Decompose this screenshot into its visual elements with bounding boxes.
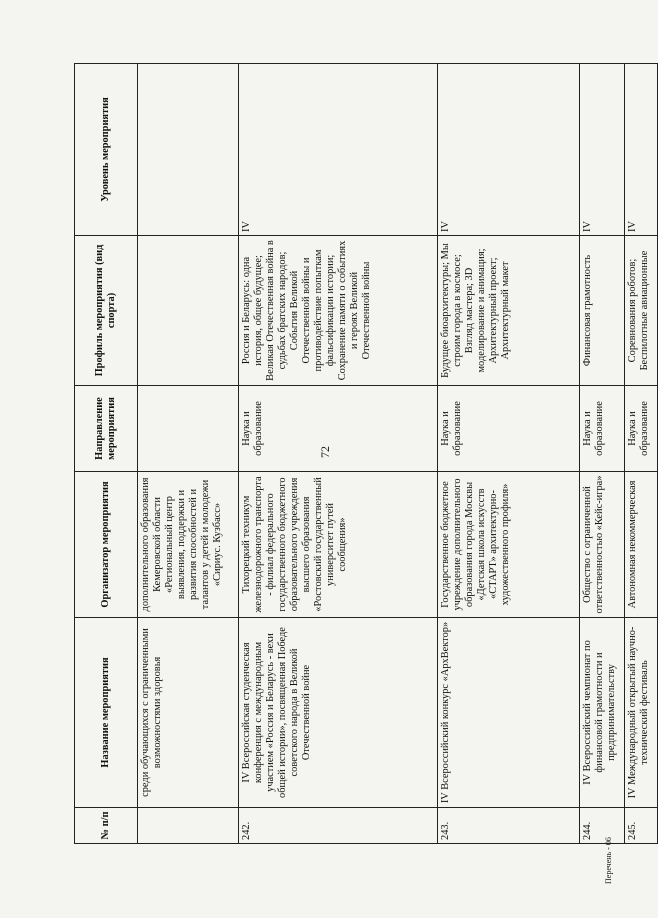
events-table bbox=[74, 63, 658, 844]
table-row bbox=[625, 64, 658, 844]
row-level: IV bbox=[580, 64, 625, 236]
footer-note: Перечень - 06 bbox=[604, 837, 613, 884]
row-num: 245. bbox=[625, 808, 658, 844]
header-level: Уровень мероприятия bbox=[75, 64, 138, 236]
row-direction bbox=[138, 386, 239, 472]
row-direction: Наука и образование bbox=[239, 386, 438, 472]
header-num: № п/п bbox=[75, 808, 138, 844]
row-organizer: Общество с ограниченной ответственностью «Кейс-игра» bbox=[580, 472, 625, 618]
row-profile bbox=[138, 236, 239, 386]
row-name: IV Всероссийская студенческая конференция с международным участием «Россия и Беларусь - вехи общей истории», посвященная Победе советского народа в Великой Отечественной войне bbox=[239, 618, 438, 808]
row-name: среди обучающихся с ограниченными возможностями здоровья bbox=[138, 618, 239, 808]
row-name: IV Всероссийский чемпионат по финансовой грамотности и предпринимательству bbox=[580, 618, 625, 808]
table-header-row bbox=[75, 64, 138, 844]
row-name: IV Всероссийский конкурс «АрхВектор» bbox=[438, 618, 580, 808]
row-organizer: Тихорецкий техникум железнодорожного транспорта - филиал федерального государственного бюджетного образовательного учреждения высшего образования «Ростовский государственный университет путей сообщения» bbox=[239, 472, 438, 618]
row-profile: Финансовая грамотность bbox=[580, 236, 625, 386]
header-profile: Профиль мероприятия (вид спорта) bbox=[75, 236, 138, 386]
row-level: IV bbox=[239, 64, 438, 236]
row-organizer: Автономная некоммерческая bbox=[625, 472, 658, 618]
row-direction: Наука и образование bbox=[625, 386, 658, 472]
row-num bbox=[138, 808, 239, 844]
table-row bbox=[580, 64, 625, 844]
row-level bbox=[138, 64, 239, 236]
table-row bbox=[138, 64, 239, 844]
row-direction: Наука и образование bbox=[438, 386, 580, 472]
row-organizer: дополнительного образования Кемеровской области «Региональный центр выявления, поддержки и развития способностей и талантов у детей и молодежи «Сириус. Кузбасс» bbox=[138, 472, 239, 618]
header-direction: Направление мероприятия bbox=[75, 386, 138, 472]
row-profile: Соревнования роботов; Беспилотные авиационные bbox=[625, 236, 658, 386]
row-profile: Россия и Беларусь: одна история, общее будущее; Великая Отечественная война в судьбах братских народов; События Великой Отечественной войны и противодействие попыткам фальсификации истории; Сохранение памяти о событиях и героях Великой Отечественной войны bbox=[239, 236, 438, 386]
row-name: IV Международный открытый научно-технический фестиваль bbox=[625, 618, 658, 808]
row-num: 242. bbox=[239, 808, 438, 844]
row-profile: Будущее биоархитектуры; Мы строим города в космосе; Взгляд мастера; 3D моделирование и анимация; Архитектурный проект; Архитектурный макет bbox=[438, 236, 580, 386]
row-organizer: Государственное бюджетное учреждение дополнительного образования города Москвы «Детская школа искусств «СТАРТ» архитектурно-художественного профиля» bbox=[438, 472, 580, 618]
page-number: 72 bbox=[318, 446, 332, 458]
rotated-table-container bbox=[74, 64, 650, 844]
row-direction: Наука и образование bbox=[580, 386, 625, 472]
row-level: IV bbox=[438, 64, 580, 236]
header-organizer: Организатор мероприятия bbox=[75, 472, 138, 618]
row-level: IV bbox=[625, 64, 658, 236]
header-name: Название мероприятия bbox=[75, 618, 138, 808]
row-num: 243. bbox=[438, 808, 580, 844]
row-num: 244. bbox=[580, 808, 625, 844]
table-row bbox=[438, 64, 580, 844]
table-row bbox=[239, 64, 438, 844]
